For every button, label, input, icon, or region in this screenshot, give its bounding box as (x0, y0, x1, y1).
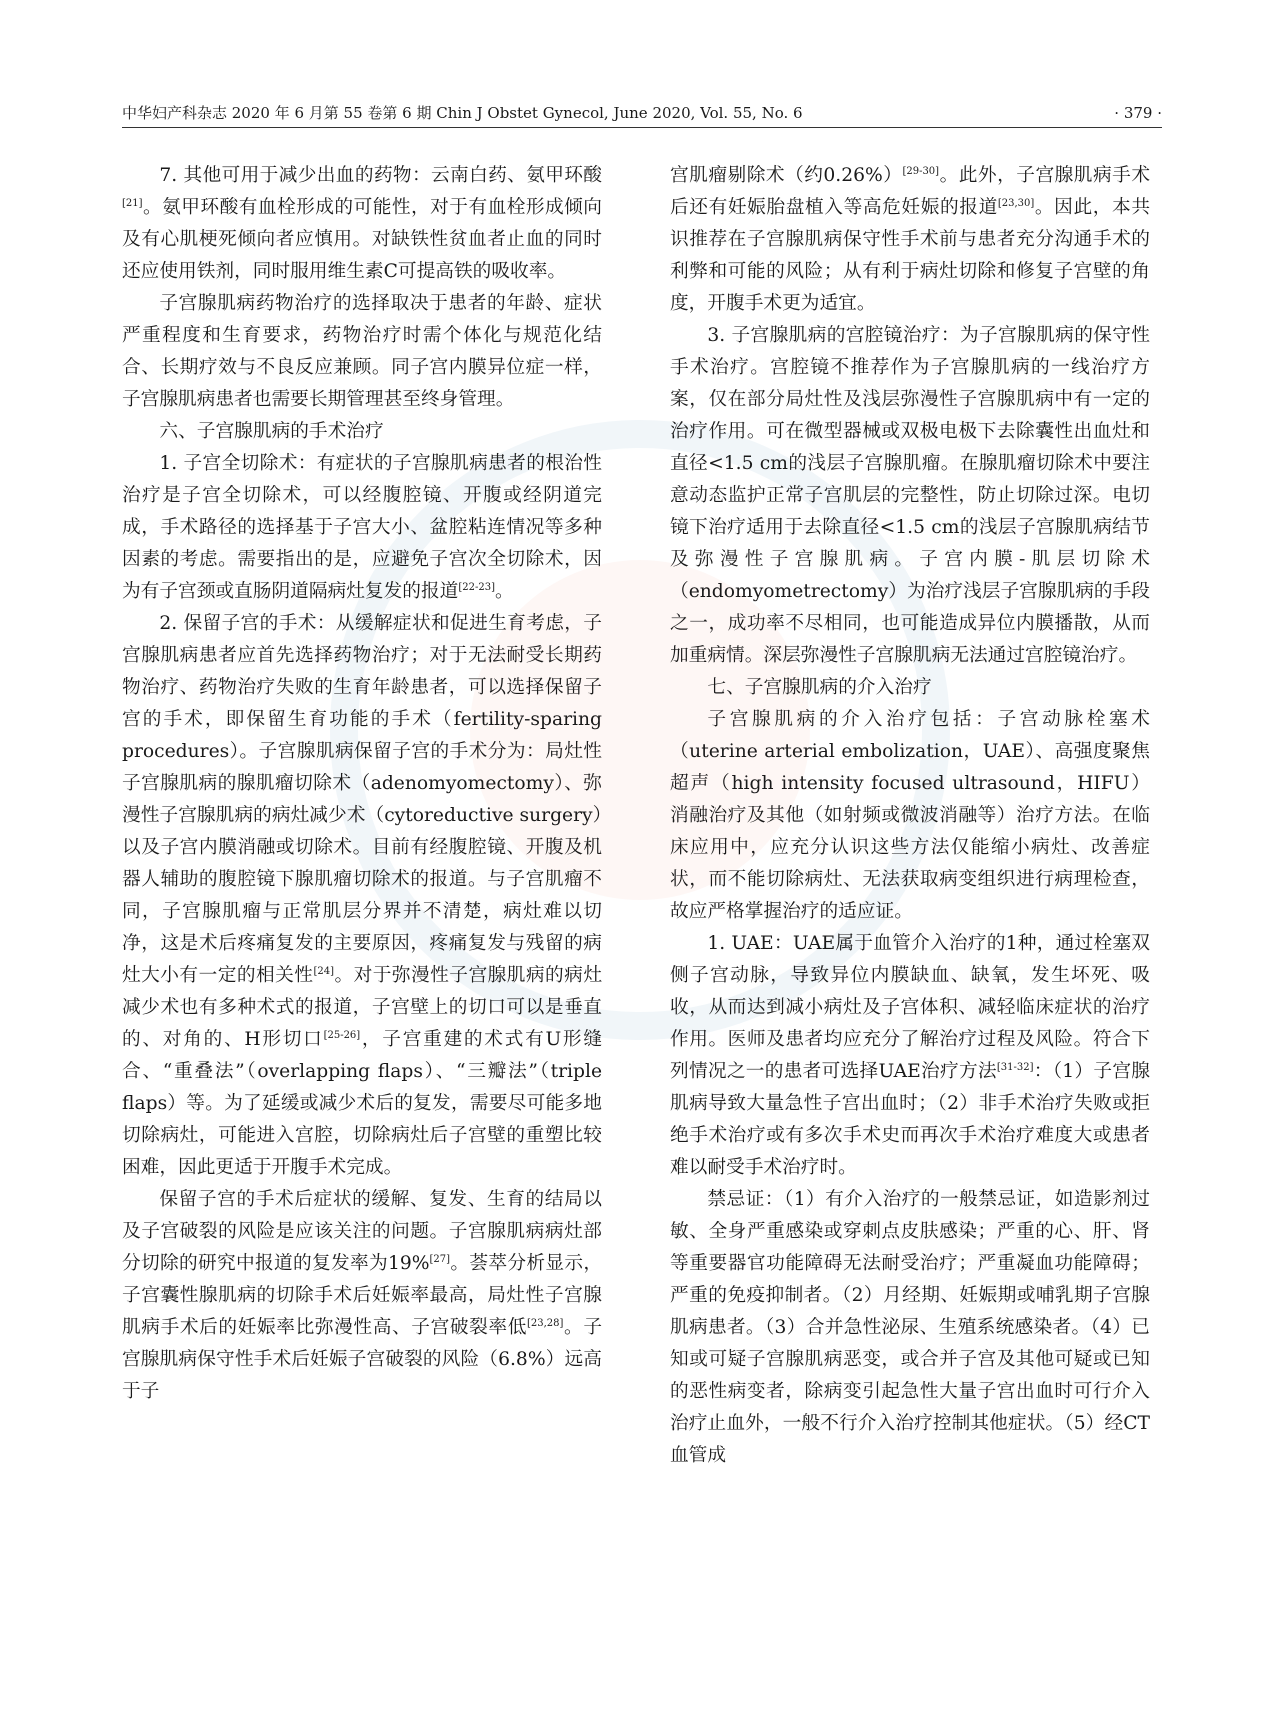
paragraph: 3. 子宫腺肌病的宫腔镜治疗：为子宫腺肌病的保守性手术治疗。宫腔镜不推荐作为子宫腺肌病的一线治疗方案，仅在部分局灶性及浅层弥漫性子宫腺肌病中有一定的治疗作用。可在微型器械或双极电极下去除囊性出血灶和直径<1.5 cm的浅层子宫腺肌瘤。在腺肌瘤切除术中要注意动态监护正常子宫肌层的完整性，防止切除过深。电切镜下治疗适用于去除直径<1.5 cm的浅层子宫腺肌病结节及弥漫性子宫腺肌病。子宫内膜-肌层切除术（endomyometrectomy）为治疗浅层子宫腺肌病的手段之一，成功率不尽相同，也可能造成异位内膜播散，从而加重病情。深层弥漫性子宫腺肌病无法通过宫腔镜治疗。 (670, 325, 1150, 666)
citation: [23,28] (527, 1317, 564, 1329)
paragraph: 保留子宫的手术后症状的缓解、复发、生育的结局以及子宫破裂的风险是应该关注的问题。子宫腺肌病病灶部分切除的研究中报道的复发率为19%[27]。荟萃分析显示，子宫囊性腺肌病的切除手术后妊娠率最高，局灶性子宫腺肌病手术后的妊娠率比弥漫性高、子宫破裂率低[23,28]。子宫腺肌病保守性手术后妊娠子宫破裂的风险（6.8%）远高于子 (122, 1189, 603, 1402)
citation: [21] (122, 197, 143, 209)
header-rule (122, 127, 1162, 128)
citation: [29-30] (902, 165, 940, 177)
citation: [23,30] (997, 197, 1035, 209)
section-heading: 六、子宫腺肌病的手术治疗 (159, 421, 384, 442)
citation: [22-23] (458, 581, 496, 593)
citation: [25-26] (323, 1029, 361, 1041)
paragraph: 子宫腺肌病药物治疗的选择取决于患者的年龄、症状严重程度和生育要求，药物治疗时需个体化与规范化结合、长期疗效与不良反应兼顾。同子宫内膜异位症一样，子宫腺肌病患者也需要长期管理甚至终身管理。 (122, 293, 602, 410)
running-header (122, 101, 1162, 125)
section-heading: 七、子宫腺肌病的介入治疗 (707, 677, 932, 698)
paragraph: 1. UAE：UAE属于血管介入治疗的1种，通过栓塞双侧子宫动脉，导致异位内膜缺血、缺氧，发生坏死、吸收，从而达到减小病灶及子宫体积、减轻临床症状的治疗作用。医师及患者均应充分了解治疗过程及风险。符合下列情况之一的患者可选择UAE治疗方法[31-32]：（1）子宫腺肌病导致大量急性子宫出血时；（2）非手术治疗失败或拒绝手术治疗或有多次手术史而再次手术治疗难度大或患者难以耐受手术治疗时。 (670, 933, 1150, 1178)
paragraph: 7. 其他可用于减少出血的药物：云南白药、氨甲环酸[21]。氨甲环酸有血栓形成的可能性，对于有血栓形成倾向及有心肌梗死倾向者应慎用。对缺铁性贫血者止血的同时还应使用铁剂，同时服用维生素C可提高铁的吸收率。 (122, 165, 602, 282)
right-column (670, 160, 1150, 1472)
page-number: · 379 · (1114, 104, 1162, 122)
citation: [24] (313, 965, 334, 977)
paragraph: 禁忌证：（1）有介入治疗的一般禁忌证，如造影剂过敏、全身严重感染或穿刺点皮肤感染；严重的心、肝、肾等重要器官功能障碍无法耐受治疗；严重凝血功能障碍；严重的免疫抑制者。（2）月经期、妊娠期或哺乳期子宫腺肌病患者。（3）合并急性泌尿、生殖系统感染者。（4）已知或可疑子宫腺肌病恶变，或合并子宫及其他可疑或已知的恶性病变者，除病变引起急性大量子宫出血时可行介入治疗止血外，一般不行介入治疗控制其他症状。（5）经CT血管成 (670, 1189, 1150, 1466)
paragraph: 2. 保留子宫的手术：从缓解症状和促进生育考虑，子宫腺肌病患者应首先选择药物治疗；对于无法耐受长期药物治疗、药物治疗失败的生育年龄患者，可以选择保留子宫的手术，即保留生育功能的手术（fertility-sparing procedures）。子宫腺肌病保留子宫的手术分为：局灶性子宫腺肌病的腺肌瘤切除术（adenomyomectomy）、弥漫性子宫腺肌病的病灶减少术（cytoreductive surgery）以及子宫内膜消融或切除术。目前有经腹腔镜、开腹及机器人辅助的腹腔镜下腺肌瘤切除术的报道。与子宫肌瘤不同，子宫腺肌瘤与正常肌层分界并不清楚，病灶难以切净，这是术后疼痛复发的主要原因，疼痛复发与残留的病灶大小有一定的相关性[24]。对于弥漫性子宫腺肌病的病灶减少术也有多种术式的报道，子宫壁上的切口可以是垂直的、对角的、H形切口[25-26]，子宫重建的术式有U形缝合、“重叠法”（overlapping flaps）、“三瓣法”（triple flaps）等。为了延缓或减少术后的复发，需要尽可能多地切除病灶，可能进入宫腔，切除病灶后子宫壁的重塑比较困难，因此更适于开腹手术完成。 (122, 613, 603, 1178)
paragraph: 宫肌瘤剔除术（约0.26%）[29-30]。此外，子宫腺肌病手术后还有妊娠胎盘植入等高危妊娠的报道[23,30]。因此，本共识推荐在子宫腺肌病保守性手术前与患者充分沟通手术的利弊和可能的风险；从有利于病灶切除和修复子宫壁的角度，开腹手术更为适宜。 (670, 165, 1151, 314)
citation: [31-32] (996, 1061, 1034, 1073)
journal-citation: 中华妇产科杂志 2020 年 6 月第 55 卷第 6 期 Chin J Obstet Gynecol, June 2020, Vol. 55, No. 6 (122, 104, 803, 122)
paragraph: 1. 子宫全切除术：有症状的子宫腺肌病患者的根治性治疗是子宫全切除术，可以经腹腔镜、开腹或经阴道完成，手术路径的选择基于子宫大小、盆腔粘连情况等多种因素的考虑。需要指出的是，应避免子宫次全切除术，因为有子宫颈或直肠阴道隔病灶复发的报道[22-23]。 (122, 453, 602, 602)
paragraph: 子宫腺肌病的介入治疗包括：子宫动脉栓塞术（uterine arterial embolization，UAE）、高强度聚焦超声（high intensity focused ultrasound，HIFU）消融治疗及其他（如射频或微波消融等）治疗方法。在临床应用中，应充分认识这些方法仅能缩小病灶、改善症状，而不能切除病灶、无法获取病变组织进行病理检查，故应严格掌握治疗的适应证。 (670, 709, 1150, 922)
left-column (122, 160, 602, 1408)
citation: [27] (429, 1253, 451, 1265)
